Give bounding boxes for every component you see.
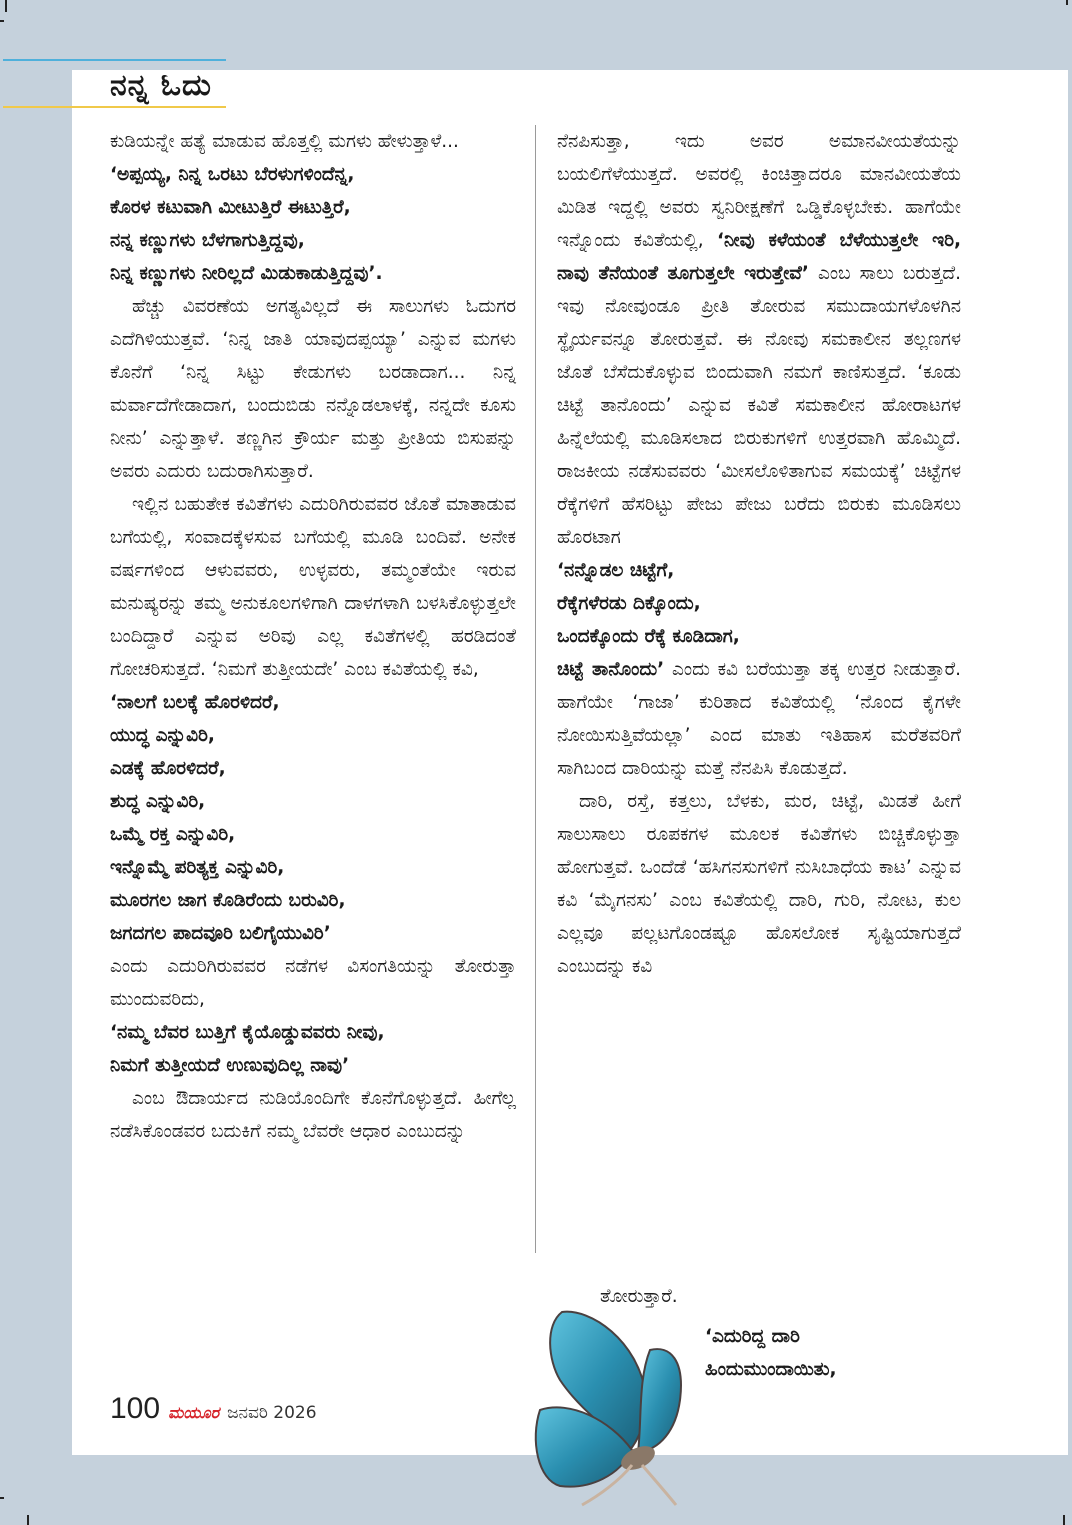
quoted-line-bold: ‘ನೀವು ಕಳೆಯಂತೆ ಬೆಳೆಯುತ್ತಲೇ ಇರಿ, ನಾವು ತೆನೆಯಂತೆ ತೂಗುತ್ತಲೇ ಇರುತ್ತೇವೆ’ xyxy=(557,230,961,284)
verse-line: ‘ನನ್ನೊಡಲ ಚಿಟ್ಟೆಗೆ, xyxy=(557,560,675,581)
verse-line: ನನ್ನ ಕಣ್ಣುಗಳು ಬೆಳಗಾಗುತ್ತಿದ್ದವು, xyxy=(110,230,305,251)
column-divider xyxy=(535,125,536,1253)
verse-line: ಯುದ್ಧ ಎನ್ನುವಿರಿ, xyxy=(110,725,215,746)
verse-line: ಜಗದಗಲ ಪಾದವೂರಿ ಬಲಿಗೈಯುವಿರಿ’ xyxy=(110,923,331,944)
text-run: ಎಂದು ಕವಿ ಬರೆಯುತ್ತಾ ತಕ್ಕ ಉತ್ತರ ನೀಡುತ್ತಾರೆ. ಹಾಗೆಯೇ ‘ಗಾಜಾ’ ಕುರಿತಾದ ಕವಿತೆಯಲ್ಲಿ ‘ನೊಂದ ಕೈಗಳೇ ನೋಯಿಸುತ್ತಿವೆಯಲ್ಲಾ’ ಎಂದ ಮಾತು ಇತಿಹಾಸ ಮರೆತವರಿಗೆ ಸಾಗಿಬಂದ ದಾರಿಯನ್ನು ಮತ್ತೆ ನೆನಪಿಸಿ ಕೊಡುತ್ತದೆ. xyxy=(557,659,961,779)
verse-line: ಕೊರಳ ಕಟುವಾಗಿ ಮೀಟುತ್ತಿರೆ ಈಟುತ್ತಿರೆ, xyxy=(110,197,351,218)
verse-block xyxy=(110,1016,516,1082)
verse-line: ಒಮ್ಮೆ ರಕ್ತ ಎನ್ನುವಿರಿ, xyxy=(110,824,236,845)
butterfly-leg xyxy=(642,1465,676,1505)
text-run: ನೆನಪಿಸುತ್ತಾ, ಇದು ಅವರ ಅಮಾನವೀಯತೆಯನ್ನು ಬಯಲಿಗೆಳೆಯುತ್ತದೆ. ಅವರಲ್ಲಿ ಕಿಂಚಿತ್ತಾದರೂ ಮಾನವೀಯತೆಯ ಮಿಡಿತ ಇದ್ದಲ್ಲಿ ಅವರು ಸ್ವನಿರೀಕ್ಷಣೆಗೆ ಒಡ್ಡಿಕೊಳ್ಳಬೇಕು. ಹಾಗೆಯೇ ಇನ್ನೊಂದು ಕವಿತೆಯಲ್ಲಿ, xyxy=(557,131,961,251)
paragraph xyxy=(557,653,961,785)
crop-mark xyxy=(27,1515,29,1525)
article-column-right xyxy=(557,125,961,983)
verse-line: ಮೂರಗಲ ಜಾಗ ಕೊಡಿರೆಂದು ಬರುವಿರಿ, xyxy=(110,890,346,911)
issue-date: ಜನವರಿ 2026 xyxy=(227,1403,317,1423)
paragraph xyxy=(557,125,961,554)
verse-line: ‘ನಮ್ಮ ಬೆವರ ಬುತ್ತಿಗೆ ಕೈಯೊಡ್ಡುವವರು ನೀವು, xyxy=(110,1022,385,1043)
page-number: 100 xyxy=(110,1392,161,1425)
verse-line: ಶುದ್ಧ ಎನ್ನುವಿರಿ, xyxy=(110,791,206,812)
verse-line: ಹಿಂದುಮುಂದಾಯಿತು, xyxy=(705,1359,837,1380)
page-footer xyxy=(110,1392,317,1426)
verse-block xyxy=(557,554,961,653)
header-rule-blue xyxy=(3,59,226,61)
verse-block xyxy=(110,686,516,950)
article-column-left xyxy=(110,125,516,1148)
paragraph: ಹೆಚ್ಚು ವಿವರಣೆಯ ಅಗತ್ಯವಿಲ್ಲದೆ ಈ ಸಾಲುಗಳು ಓದುಗರ ಎದೆಗಿಳಿಯುತ್ತವೆ. ‘ನಿನ್ನ ಜಾತಿ ಯಾವುದಪ್ಪಯ್ಯಾ’ ಎನ್ನುವ ಮಗಳು ಕೊನೆಗೆ ‘ನಿನ್ನ ಸಿಟ್ಟು ಕೇಡುಗಳು ಬರಡಾದಾಗ... ನಿನ್ನ ಮರ್ವಾದೆಗೇಡಾದಾಗ, ಬಂದುಬಿಡು ನನ್ನೊಡಲಾಳಕ್ಕೆ, ನನ್ನದೇ ಕೂಸು ನೀನು’ ಎನ್ನುತ್ತಾಳೆ. ತಣ್ಣಗಿನ ಕ್ರೌರ್ಯ ಮತ್ತು ಪ್ರೀತಿಯ ಬಿಸುಪನ್ನು ಅವರು ಎದುರು ಬದುರಾಗಿಸುತ್ತಾರೆ. xyxy=(110,296,516,482)
paragraph: ಎಂದು ಎದುರಿಗಿರುವವರ ನಡೆಗಳ ವಿಸಂಗತಿಯನ್ನು ತೋರುತ್ತಾ ಮುಂದುವರಿದು, xyxy=(110,956,516,1010)
verse-line: ಇನ್ನೊಮ್ಮೆ ಪರಿತ್ಯಕ್ತ ಎನ್ನುವಿರಿ, xyxy=(110,857,285,878)
crop-mark xyxy=(1063,1515,1065,1525)
paragraph: ಎಂಬ ಔದಾರ್ಯದ ನುಡಿಯೊಂದಿಗೇ ಕೊನೆಗೊಳ್ಳುತ್ತದೆ. ಹೀಗೆಲ್ಲ ನಡೆಸಿಕೊಂಡವರ ಬದುಕಿಗೆ ನಮ್ಮ ಬೆವರೇ ಆಧಾರ ಎಂಬುದನ್ನು xyxy=(110,1088,516,1142)
verse-line: ನಿನ್ನ ಕಣ್ಣುಗಳು ನೀರಿಲ್ಲದೆ ಮಿಡುಕಾಡುತ್ತಿದ್ದವು’. xyxy=(110,263,383,284)
verse-line: ಎಡಕ್ಕೆ ಹೊರಳಿದರೆ, xyxy=(110,758,226,779)
verse-line: ರೆಕ್ಕೆಗಳೆರಡು ದಿಕ್ಕೊಂದು, xyxy=(557,593,701,614)
verse-block xyxy=(110,158,516,290)
paragraph: ದಾರಿ, ರಸ್ತೆ, ಕತ್ತಲು, ಬೆಳಕು, ಮರ, ಚಿಟ್ಟೆ, ಮಿಡತೆ ಹೀಗೆ ಸಾಲುಸಾಲು ರೂಪಕಗಳ ಮೂಲಕ ಕವಿತೆಗಳು ಬಿಚ್ಚಿಕೊಳ್ಳುತ್ತಾ ಹೋಗುತ್ತವೆ. ಒಂದೆಡೆ ‘ಹಸಿಗನಸುಗಳಿಗೆ ನುಸಿಬಾಧೆಯ ಕಾಟ’ ಎನ್ನುವ ಕವಿ ‘ಮೈಗನಸು’ ಎಂಬ ಕವಿತೆಯಲ್ಲಿ ದಾರಿ, ಗುರಿ, ನೋಟ, ಕುಲ ಎಲ್ಲವೂ ಪಲ್ಲಟಗೊಂಡಷ್ಟೂ ಹೊಸಲೋಕ ಸೃಷ್ಟಿಯಾಗುತ್ತದೆ ಎಂಬುದನ್ನು ಕವಿ xyxy=(557,791,961,977)
section-title: ನನ್ನ ಓದು xyxy=(110,68,212,103)
quoted-line-bold: ಚಿಟ್ಟೆ ತಾನೊಂದು’ xyxy=(557,659,665,680)
paragraph: ಇಲ್ಲಿನ ಬಹುತೇಕ ಕವಿತೆಗಳು ಎದುರಿಗಿರುವವರ ಜೊತೆ ಮಾತಾಡುವ ಬಗೆಯಲ್ಲಿ, ಸಂವಾದಕ್ಕೆಳಸುವ ಬಗೆಯಲ್ಲಿ ಮೂಡಿ ಬಂದಿವೆ. ಅನೇಕ ವರ್ಷಗಳಿಂದ ಆಳುವವರು, ಉಳ್ಳವರು, ತಮ್ಮಂತೆಯೇ ಇರುವ ಮನುಷ್ಯರನ್ನು ತಮ್ಮ ಅನುಕೂಲಗಳಿಗಾಗಿ ದಾಳಗಳಾಗಿ ಬಳಸಿಕೊಳ್ಳುತ್ತಲೇ ಬಂದಿದ್ದಾರೆ ಎನ್ನುವ ಅರಿವು ಎಲ್ಲ ಕವಿತೆಗಳಲ್ಲಿ ಹರಡಿದಂತೆ ಗೋಚರಿಸುತ್ತದೆ. ‘ನಿಮಗೆ ತುತ್ತೀಯದೇ’ ಎಂಬ ಕವಿತೆಯಲ್ಲಿ ಕವಿ, xyxy=(110,494,516,680)
text-run: ಎಂಬ ಸಾಲು ಬರುತ್ತದೆ. ಇವು ನೋವುಂಡೂ ಪ್ರೀತಿ ತೋರುವ ಸಮುದಾಯಗಳೊಳಗಿನ ಸ್ಥೈರ್ಯವನ್ನೂ ತೋರುತ್ತವೆ. ಈ ನೋವು ಸಮಕಾಲೀನ ತಲ್ಲಣಗಳ ಜೊತೆ ಬೆಸೆದುಕೊಳ್ಳುವ ಬಿಂದುವಾಗಿ ನಮಗೆ ಕಾಣಿಸುತ್ತದೆ. ‘ಕೂಡು ಚಿಟ್ಟೆ ತಾನೊಂದು’ ಎನ್ನುವ ಕವಿತೆ ಸಮಕಾಲೀನ ಹೋರಾಟಗಳ ಹಿನ್ನೆಲೆಯಲ್ಲಿ ಮೂಡಿಸಲಾದ ಬಿರುಕುಗಳಿಗೆ ಉತ್ತರವಾಗಿ ಹೊಮ್ಮಿದೆ. ರಾಜಕೀಯ ನಡೆಸುವವರು ‘ಮೀಸಲೊಳಿತಾಗುವ ಸಮಯಕ್ಕೆ’ ಚಿಟ್ಟೆಗಳ ರೆಕ್ಕೆಗಳಿಗೆ ಹೆಸರಿಟ್ಟು ಪೇಜು ಪೇಜು ಬರೆದು ಬಿರುಕು ಮೂಡಿಸಲು ಹೊರಟಾಗ xyxy=(557,263,962,548)
butterfly-icon xyxy=(520,1300,690,1510)
paragraph-tail: ತೋರುತ್ತಾರೆ. xyxy=(600,1286,678,1307)
verse-block xyxy=(705,1320,836,1386)
verse-line: ನಿಮಗೆ ತುತ್ತೀಯದೆ ಉಣುವುದಿಲ್ಲ ನಾವು’ xyxy=(110,1055,350,1076)
butterfly-wing-right xyxy=(638,1349,681,1452)
verse-line: ಒಂದಕ್ಕೊಂದು ರೆಕ್ಕೆ ಕೂಡಿದಾಗ, xyxy=(557,626,740,647)
verse-line: ‘ನಾಲಗೆ ಬಲಕ್ಕೆ ಹೊರಳಿದರೆ, xyxy=(110,692,280,713)
crop-mark xyxy=(0,1497,4,1499)
header-rule-yellow xyxy=(3,106,226,108)
crop-mark xyxy=(0,20,4,22)
crop-mark xyxy=(1066,0,1068,5)
crop-mark xyxy=(5,0,7,12)
verse-line: ‘ಅಪ್ಪಯ್ಯ, ನಿನ್ನ ಒರಟು ಬೆರಳುಗಳಿಂದೆನ್ನ, xyxy=(110,164,355,185)
verse-line: ‘ಎದುರಿದ್ದ ದಾರಿ xyxy=(705,1326,800,1347)
magazine-logo: ಮಯೂರ xyxy=(168,1403,220,1422)
paragraph: ಕುಡಿಯನ್ನೇ ಹತ್ಯೆ ಮಾಡುವ ಹೊತ್ತಲ್ಲಿ ಮಗಳು ಹೇಳುತ್ತಾಳೆ... xyxy=(110,131,459,152)
